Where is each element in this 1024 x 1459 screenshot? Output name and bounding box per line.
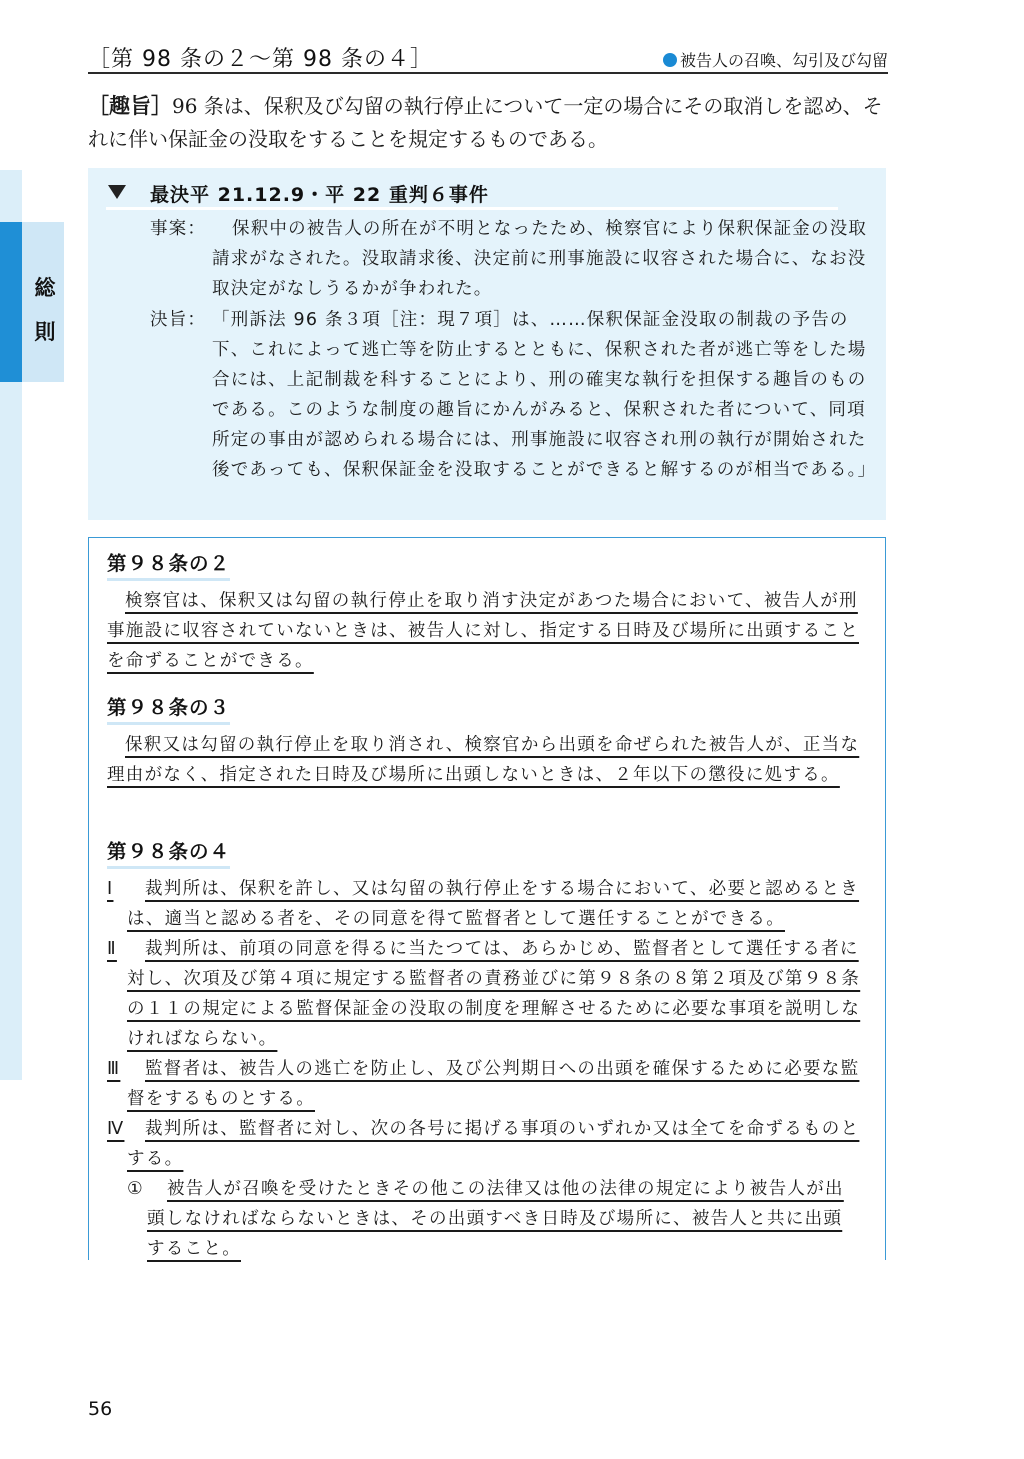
paragraph-text: 裁判所は、前項の同意を得るに当たつては、あらかじめ、監督者として選任する者に対し、次項及び第４項に規定する監督者の責務並びに第９８条の８第２項及び第９８条の１１の規定による監督保証金の没取の制度を理解させるために必要な事項を説明しなければならない。 — [127, 939, 861, 1049]
case-header — [106, 180, 838, 210]
chapter-tab-char-1: 総 — [34, 276, 56, 300]
chapter-tab-accent — [0, 222, 22, 382]
running-header — [88, 40, 888, 74]
header-section-label: 被告人の召喚、勾引及び勾留 — [679, 51, 888, 70]
purpose-lead: ［趣旨］ — [88, 94, 172, 118]
paragraph-number: Ⅰ — [107, 879, 114, 899]
header-article-range: ［第 98 条の２～第 98 条の４］ — [88, 47, 433, 72]
paragraph-number: Ⅲ — [107, 1059, 121, 1079]
bullet-dot-icon — [663, 53, 677, 67]
purpose-summary — [88, 90, 888, 156]
article-98-4-title: 第９８条の４ — [107, 836, 230, 869]
case-holding — [150, 305, 877, 515]
chapter-tab-label — [30, 266, 60, 354]
case-facts — [150, 214, 870, 304]
paragraph-text: 裁判所は、保釈を許し、又は勾留の執行停止をする場合において、必要と認めるときは、適当と認める者を、その同意を得て監督者として選任することができる。 — [127, 879, 860, 929]
paragraph-text: 監督者は、被告人の逃亡を防止し、及び公判期日への出頭を確保するために必要な監督をするものとする。 — [127, 1059, 860, 1109]
case-title: 最決平 21.12.9・平 22 重判６事件 — [150, 184, 489, 206]
paragraph-number: Ⅱ — [107, 939, 117, 959]
case-facts-text: 保釈中の被告人の所在が不明となったため、検察官により保釈保証金の没取請求がなされた。没取請求後、決定前に刑事施設に収容された場合に、なお没取決定がなしうるかが争われた。 — [212, 219, 868, 299]
article-98-2-body: 検察官は、保釈又は勾留の執行停止を取り消す決定があつた場合において、被告人が刑事施設に収容されていないときは、被告人に対し、指定する日時及び場所に出頭することを命ずることができる。 — [107, 591, 859, 671]
item-number: ① — [127, 1179, 144, 1199]
article-98-2-text — [107, 586, 869, 676]
case-facts-label: 事案： — [150, 219, 207, 239]
chapter-tab — [0, 222, 64, 382]
paragraph-number: Ⅳ — [107, 1119, 125, 1139]
paragraph-text: 裁判所は、監督者に対し、次の各号に掲げる事項のいずれか又は全てを命ずるものとする。 — [127, 1119, 860, 1169]
case-holding-text: 「刑訴法 96 条３項［注：現７項］は、……保釈保証金没取の制裁の予告の下、これによって逃亡等を防止するとともに、保釈された者が逃亡等をした場合には、上記制裁を科することにより、刑の確実な執行を担保する趣旨のものである。このような制度の趣旨にかんがみると、保釈された者について、同項所定の事由が認められる場合には、刑事施設に収容され刑の執行が開始された後であっても、保釈保証金を没取することができると解するのが相当である。」 — [212, 310, 877, 480]
item-text: 被告人が召喚を受けたときその他この法律又は他の法律の規定により被告人が出頭しなければならないときは、その出頭すべき日時及び場所に、被告人と共に出頭すること。 — [147, 1179, 844, 1259]
triangle-down-icon — [108, 185, 126, 199]
header-section — [663, 48, 888, 71]
chapter-tab-char-2: 則 — [34, 320, 56, 344]
article-98-2-title: 第９８条の２ — [107, 548, 230, 581]
page-number: 56 — [88, 1398, 113, 1420]
purpose-text: 96 条は、保釈及び勾留の執行停止について一定の場合にその取消しを認め、それに伴い保証金の没取をすることを規定するものである。 — [88, 94, 883, 151]
statute-box — [88, 537, 886, 1260]
article-98-3-title: 第９８条の３ — [107, 692, 230, 725]
article-98-3-body: 保釈又は勾留の執行停止を取り消され、検察官から出頭を命ぜられた被告人が、正当な理由がなく、指定された日時及び場所に出頭しないときは、２年以下の懲役に処する。 — [107, 735, 860, 785]
case-box — [88, 168, 886, 520]
article-98-3-text — [107, 730, 869, 790]
case-holding-label: 決旨： — [150, 310, 207, 330]
